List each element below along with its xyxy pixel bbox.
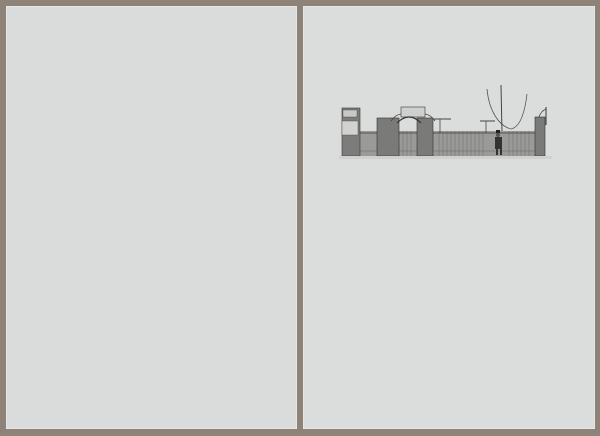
illustration-entrance-gates: [339, 81, 552, 166]
running-head: [340, 39, 552, 49]
gates-engraving: [339, 81, 552, 166]
right-page: [303, 6, 595, 429]
left-page-blank: [6, 6, 297, 429]
